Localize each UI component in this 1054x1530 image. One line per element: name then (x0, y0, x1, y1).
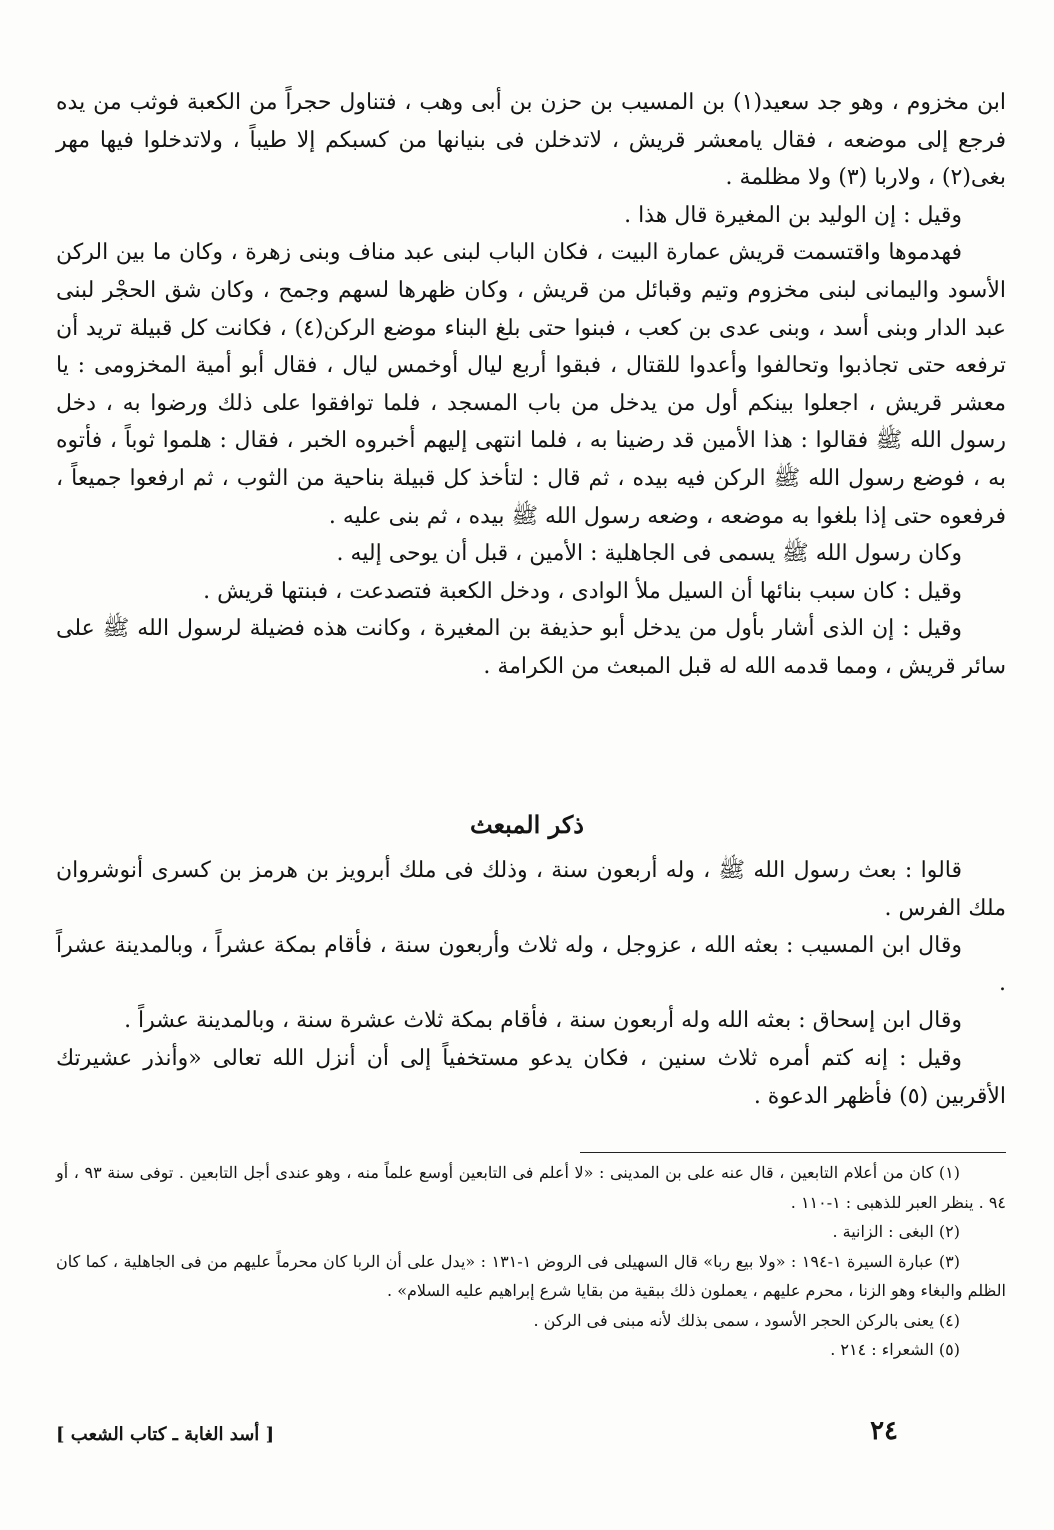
footnote: (٢) البغى : الزانية . (832, 1222, 960, 1241)
paragraph: قالوا : بعث رسول الله ﷺ ، وله أربعون سنة ، وذلك فى ملك أبرويز بن هرمز بن كسرى أنوشروان ملك الفرس . (56, 858, 1006, 921)
paragraph: وقال ابن المسيب : بعثه الله ، عزوجل ، وله ثلاث وأربعون سنة ، فأقام بمكة عشراً ، وبالمدينة عشراً . (56, 933, 1006, 996)
paragraph: وقيل : إنه كتم أمره ثلاث سنين ، فكان يدعو مستخفياً إلى أن أنزل الله تعالى «وأنذر عشيرتك الأقربين (٥) فأظهر الدعوة . (56, 1045, 1006, 1109)
main-text-block (56, 84, 1006, 686)
paragraph: وقيل : إن الوليد بن المغيرة قال هذا . (624, 202, 962, 228)
footnote: (٥) الشعراء : ٢١٤ . (830, 1340, 960, 1359)
footnote: (٤) يعنى بالركن الحجر الأسود ، سمى بذلك لأنه مبنى فى الركن . (533, 1310, 960, 1330)
footnotes (56, 1158, 1006, 1365)
page-footer (56, 1418, 1006, 1452)
footnote: (٣) عبارة السيرة ١-١٩٤ : «ولا بيع ربا» قال السهيلى فى الروض ١-١٣١ : «يدل على أن الربا كان محرماً عليهم من فى الجاهلية ، كما كان الظلم والبغاء وهو الزنا ، محرم عليهم ، يعملون ذلك ببقية من بقايا شرع إبراهيم عليه السلام» . (56, 1251, 1006, 1300)
paragraph: وقيل : كان سبب بنائها أن السيل ملأ الوادى ، ودخل الكعبة فتصدعت ، فبنتها قريش . (203, 578, 962, 604)
footnote-divider (580, 1152, 1006, 1153)
paragraph: وكان رسول الله ﷺ يسمى فى الجاهلية : الأمين ، قبل أن يوحى إليه . (336, 541, 962, 567)
page-number: ٢٤ (870, 1416, 898, 1446)
paragraph: وقال ابن إسحاق : بعثه الله وله أربعون سنة ، فأقام بمكة ثلاث عشرة سنة ، وبالمدينة عشراً . (124, 1008, 962, 1034)
paragraph: وقيل : إن الذى أشار بأول من يدخل أبو حذيفة بن المغيرة ، وكانت هذه فضيلة لرسول الله ﷺ على سائر قريش ، ومما قدمه الله له قبل المبعث من الكرامة . (56, 616, 1006, 679)
section-text-block (56, 852, 1006, 1115)
paragraph: فهدموها واقتسمت قريش عمارة البيت ، فكان الباب لبنى عبد مناف وبنى زهرة ، وكان ما بين الركن الأسود واليمانى لبنى مخزوم وتيم وقبائل من قريش ، وكان ظهرها لسهم وجمح ، وكان شق الحجْر لبنى عبد الدار وبنى أسد ، وبنى عدى بن كعب ، فبنوا حتى بلغ البناء موضع الركن(٤) ، فكانت كل قبيلة تريد أن ترفعه حتى تجاذبوا وتحالفوا وأعدوا للقتال ، فبقوا أربع ليال أوخمس ليال ، فقال أبو أمية المخزومى : يا معشر قريش ، اجعلوا بينكم أول من يدخل من باب المسجد ، فلما توافقوا على ذلك ورضوا به ، دخل رسول الله ﷺ فقالوا : هذا الأمين قد رضينا به ، فلما انتهى إليهم أخبروه الخبر ، فقال : هلموا ثوباً ، فأتوه به ، فوضع رسول الله ﷺ الركن فيه بيده ، ثم قال : لتأخذ كل قبيلة بناحية من الثوب ، ثم ارفعوا جميعاً ، فرفعوه حتى إذا بلغوا به موضعه ، وضعه رسول الله ﷺ بيده ، ثم بنى عليه . (56, 240, 1007, 529)
running-title: [ أسد الغابة ـ كتاب الشعب ] (56, 1424, 275, 1445)
paragraph: ابن مخزوم ، وهو جد سعيد(١) بن المسيب بن حزن بن أبى وهب ، فتناول حجراً من الكعبة فوثب من يده فرجع إلى موضعه ، فقال يامعشر قريش ، لاتدخلن فى بنيانها من كسبكم إلا طيباً ، ولاتدخلوا فيها مهر بغى(٢) ، ولاربا (٣) ولا مظلمة . (56, 90, 1006, 191)
section-heading: ذكر المبعث (470, 810, 584, 839)
footnote: (١) كان من أعلام التابعين ، قال عنه على بن المدينى : «لا أعلم فى التابعين أوسع علماً منه ، وهو عندى أجل التابعين . توفى سنة ٩٣ ، أو ٩٤ . ينظر العبر للذهبى : ١-١١٠ . (56, 1163, 1006, 1212)
